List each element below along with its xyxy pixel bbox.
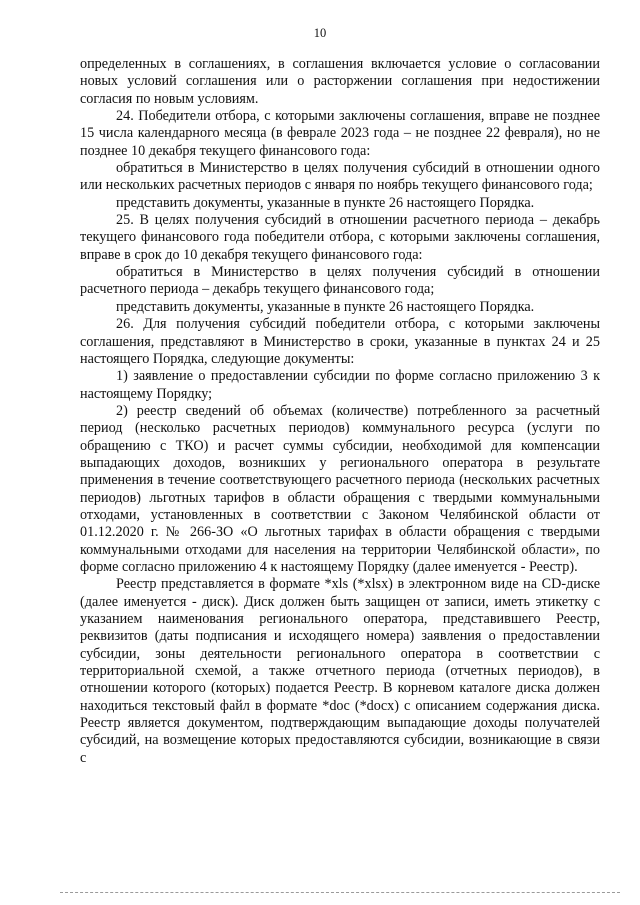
page-bottom-edge (60, 892, 620, 893)
paragraph-item-26: 26. Для получения субсидий победители отбора, с которыми заключены соглашения, представляют в Министерство в сроки, указанные в пунктах 24 и 25 настоящего Порядка, следующие документы: (80, 316, 600, 367)
paragraph-registry-format: Реестр представляется в формате *xls (*xlsx) в электронном виде на CD-диске (далее именуется - диск). Диск должен быть защищен от записи, иметь этикетку с указанием наименования регионального оператора, представившего Реестр, реквизитов (даты подписания и исходящего номера) заявления о предоставлении субсидии, зоны деятельности регионального оператора в соответствии с территориальной схемой, а также отчетного периода (отчетных периодов), в отношении которого (которых) подается Реестр. В корневом каталоге диска должен находиться текстовый файл в формате *doc (*docx) с описанием содержания диска. Реестр является документом, подтверждающим выпадающие доходы получателей субсидий, на возмещение которых предоставляются субсидии, возникающие в связи с (80, 576, 600, 766)
paragraph-26-sub-2: 2) реестр сведений об объемах (количестве) потребленного за расчетный период (несколько расчетных периодов) коммунального ресурса (услуги по обращению с ТКО) и расчет суммы субсидии, необходимой для компенсации выпадающих доходов, возникших у регионального оператора в результате применения в течение соответствующего расчетного периода (нескольких расчетных периодов) льготных тарифов в области обращения с твердыми коммунальными отходами, установленных в соответствии с Законом Челябинской области от 01.12.2020 г. № 266-ЗО «О льготных тарифах в области обращения с твердыми коммунальными отходами для населения на территории Челябинской области», по форме согласно приложению 4 к настоящему Порядку (далее именуется - Реестр). (80, 402, 600, 575)
document-body (80, 56, 600, 767)
paragraph-24-apply: обратиться в Министерство в целях получения субсидий в отношении одного или нескольких расчетных периодов с января по ноябрь текущего финансового года; (80, 160, 600, 194)
page-number: 10 (313, 26, 327, 40)
paragraph-26-sub-1: 1) заявление о предоставлении субсидии по форме согласно приложению 3 к настоящему Порядку; (80, 368, 600, 402)
paragraph-continuation: определенных в соглашениях, в соглашения включается условие о согласовании новых условий соглашения или о расторжении соглашения при недостижении согласия по новым условиям. (80, 56, 600, 107)
paragraph-25-documents: представить документы, указанные в пункте 26 настоящего Порядка. (116, 298, 535, 315)
paragraph-24-documents: представить документы, указанные в пункте 26 настоящего Порядка. (116, 194, 535, 211)
paragraph-item-25: 25. В целях получения субсидий в отношении расчетного периода – декабрь текущего финансового года победители отбора, с которыми заключены соглашения, вправе в срок до 10 декабря текущего финансового года: (80, 212, 600, 263)
paragraph-item-24: 24. Победители отбора, с которыми заключены соглашения, вправе не позднее 15 числа календарного месяца (в феврале 2023 года – не позднее 22 февраля), но не позднее 10 декабря текущего финансового года: (80, 108, 600, 159)
paragraph-25-apply: обратиться в Министерство в целях получения субсидий в отношении расчетного периода – декабрь текущего финансового года; (80, 264, 600, 298)
